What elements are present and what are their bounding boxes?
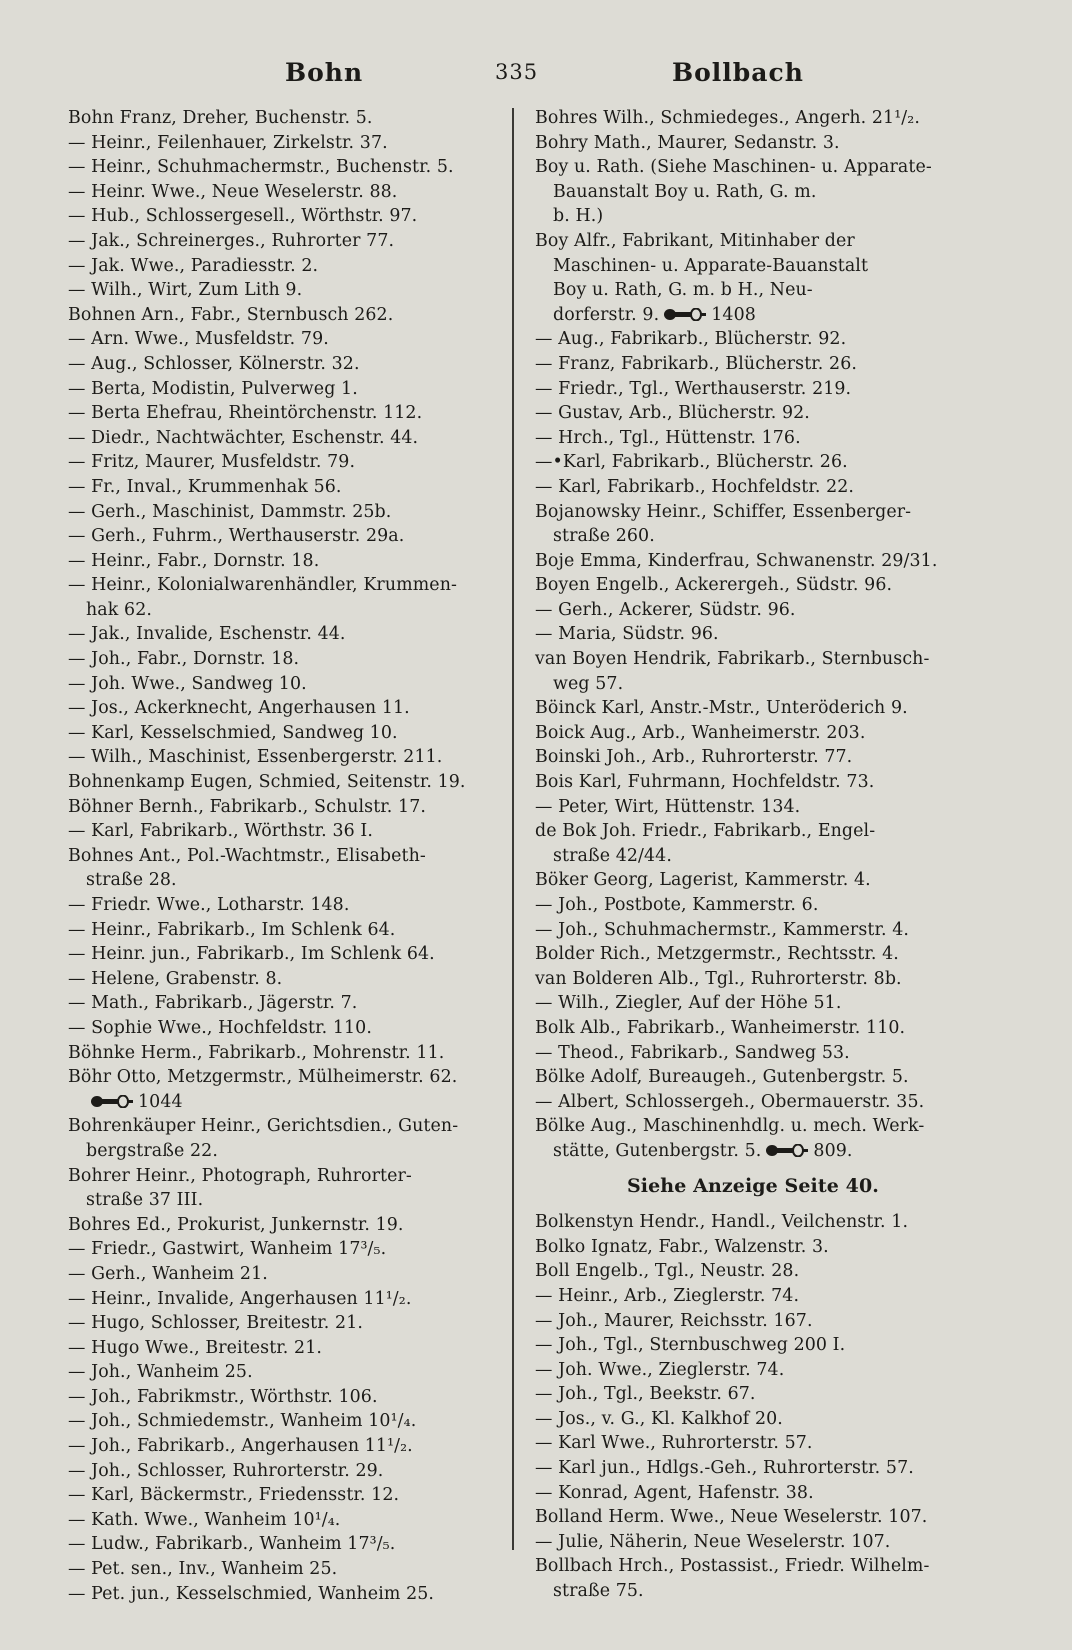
directory-entry [535, 500, 971, 549]
directory-entry [535, 967, 971, 992]
entry-line: — Karl, Kesselschmied, Sandweg 10. [68, 722, 398, 743]
entry-line: — Joh., Tgl., Sternbuschweg 200 I. [535, 1335, 846, 1356]
entry-line: Bojanowsky Heinr., Schiffer, Essenberger- [535, 501, 912, 522]
directory-entry [68, 1213, 498, 1238]
entry-line: — Joh., Schuhmachermstr., Kammerstr. 4. [535, 919, 910, 940]
directory-entry [68, 303, 498, 328]
directory-entry [535, 131, 971, 156]
directory-entry [535, 1259, 971, 1284]
entry-line: — Aug., Fabrikarb., Blücherstr. 92. [535, 329, 847, 350]
entry-line: Boje Emma, Kinderfrau, Schwanenstr. 29/31. [535, 550, 938, 571]
entry-line: — Joh., Schmiedemstr., Wanheim 10¹/₄. [68, 1411, 417, 1432]
entry-line: Böinck Karl, Anstr.-Mstr., Unteröderich 9. [535, 698, 908, 719]
directory-entry [68, 573, 498, 622]
entry-line: Bohnenkamp Eugen, Schmied, Seitenstr. 19. [68, 772, 466, 793]
directory-entry [68, 942, 498, 967]
directory-entry [68, 1360, 498, 1385]
directory-entry [68, 1237, 498, 1262]
entry-line: — Jak., Invalide, Eschenstr. 44. [68, 624, 346, 645]
directory-entry [535, 1090, 971, 1115]
entry-line: — Gerh., Fuhrm., Werthauserstr. 29a. [68, 526, 405, 547]
directory-entry [535, 450, 971, 475]
directory-entry [68, 696, 498, 721]
entry-line: — Peter, Wirt, Hüttenstr. 134. [535, 796, 801, 817]
directory-entry [535, 770, 971, 795]
entry-line: — Heinr. jun., Fabrikarb., Im Schlenk 64. [68, 944, 435, 965]
entry-line: Bolland Herm. Wwe., Neue Weselerstr. 107. [535, 1507, 928, 1528]
column-divider [512, 108, 514, 1550]
directory-entry [535, 1016, 971, 1041]
entry-line: stätte, Gutenbergstr. 5. [553, 1140, 762, 1161]
entry-line: Bohrer Heinr., Photograph, Ruhrorter- [68, 1165, 412, 1186]
directory-entry [535, 1235, 971, 1260]
directory-entry [68, 155, 498, 180]
directory-entry [535, 1382, 971, 1407]
directory-entry [535, 622, 971, 647]
directory-entry [68, 278, 498, 303]
directory-entry [535, 647, 971, 696]
directory-entry [535, 1481, 971, 1506]
entry-line: — Joh., Maurer, Reichsstr. 167. [535, 1310, 813, 1331]
directory-entry [68, 1016, 498, 1041]
entry-line: — Albert, Schlossergeh., Obermauerstr. 35. [535, 1091, 925, 1112]
entry-line: — Heinr., Schuhmachermstr., Buchenstr. 5. [68, 157, 454, 178]
directory-entry [535, 819, 971, 868]
left-column [68, 106, 498, 1606]
entry-line: — Pet. jun., Kesselschmied, Wanheim 25. [68, 1583, 435, 1604]
directory-entry [68, 1041, 498, 1066]
entry-line: — Gerh., Ackerer, Südstr. 96. [535, 599, 796, 620]
entry-line: — Wilh., Maschinist, Essenbergerstr. 211. [68, 747, 443, 768]
page-header [0, 58, 1072, 98]
entry-line: Bohres Wilh., Schmiedeges., Angerh. 21¹/₂. [535, 108, 920, 128]
telephone-number: 809. [813, 1140, 853, 1161]
directory-entry [68, 1459, 498, 1484]
entry-line: Boy Alfr., Fabrikant, Mitinhaber der [535, 230, 855, 251]
entry-line: — Heinr., Fabrikarb., Im Schlenk 64. [68, 919, 396, 940]
directory-entry [68, 622, 498, 647]
entry-line: — Helene, Grabenstr. 8. [68, 968, 283, 989]
entry-line: Bolk Alb., Fabrikarb., Wanheimerstr. 110. [535, 1017, 906, 1038]
entry-line: bergstraße 22. [86, 1140, 218, 1161]
entry-line: Bois Karl, Fuhrmann, Hochfeldstr. 73. [535, 772, 875, 793]
entry-line: Bolder Rich., Metzgermstr., Rechtsstr. 4. [535, 944, 899, 965]
directory-entry [68, 672, 498, 697]
entry-line: straße 75. [553, 1581, 644, 1602]
directory-entry [68, 745, 498, 770]
directory-entry [535, 352, 971, 377]
directory-entry [68, 1434, 498, 1459]
entry-line: — Jak., Schreinerges., Ruhrorter 77. [68, 230, 395, 251]
directory-entry [535, 598, 971, 623]
entry-line: dorferstr. 9. [553, 304, 660, 325]
directory-entry [68, 475, 498, 500]
entry-line: — Math., Fabrikarb., Jägerstr. 7. [68, 993, 358, 1014]
entry-line: — Karl, Fabrikarb., Hochfeldstr. 22. [535, 476, 855, 497]
directory-entry [68, 401, 498, 426]
directory-entry [535, 1505, 971, 1530]
telephone-number: 1408 [711, 304, 756, 325]
directory-entry [535, 106, 971, 131]
entry-line: straße 260. [553, 526, 655, 547]
entry-line: — Franz, Fabrikarb., Blücherstr. 26. [535, 353, 857, 374]
directory-entry [68, 1557, 498, 1582]
directory-entry [535, 1456, 971, 1481]
entry-line: — Joh., Postbote, Kammerstr. 6. [535, 895, 819, 915]
directory-entry [535, 475, 971, 500]
entry-line: Bolko Ignatz, Fabr., Walzenstr. 3. [535, 1236, 829, 1257]
page-number: 335 [495, 60, 539, 84]
telephone-icon [765, 1144, 809, 1157]
directory-entry [68, 721, 498, 746]
entry-line: Boinski Joh., Arb., Ruhrorterstr. 77. [535, 747, 853, 768]
entry-line: — Joh. Wwe., Zieglerstr. 74. [535, 1359, 785, 1380]
directory-entry [68, 549, 498, 574]
entry-line: Böhner Bernh., Fabrikarb., Schulstr. 17. [68, 796, 426, 817]
telephone-icon [90, 1095, 134, 1108]
entry-line: Bauanstalt Boy u. Rath, G. m. [553, 181, 817, 202]
entry-line: Bohry Math., Maurer, Sedanstr. 3. [535, 132, 840, 153]
entry-line: straße 37 III. [86, 1190, 204, 1211]
directory-entry [68, 254, 498, 279]
entry-line: — Hugo Wwe., Breitestr. 21. [68, 1337, 323, 1358]
entry-line: — Hub., Schlossergesell., Wörthstr. 97. [68, 206, 418, 227]
entry-line: — Friedr. Wwe., Lotharstr. 148. [68, 895, 350, 915]
entry-line: — Joh., Tgl., Beekstr. 67. [535, 1384, 756, 1405]
directory-entry [68, 770, 498, 795]
entry-line: Boy u. Rath, G. m. b H., Neu- [553, 280, 813, 301]
directory-entry [68, 918, 498, 943]
entry-line: Bollbach Hrch., Postassist., Friedr. Wilhelm- [535, 1556, 930, 1577]
entry-line: — Heinr., Arb., Zieglerstr. 74. [535, 1285, 800, 1306]
entry-line: Bohrenkäuper Heinr., Gerichtsdien., Guten- [68, 1116, 459, 1137]
directory-entry [535, 1284, 971, 1309]
entry-line: straße 28. [86, 870, 177, 891]
directory-entry [68, 352, 498, 377]
entry-line: — Kath. Wwe., Wanheim 10¹/₄. [68, 1509, 341, 1530]
directory-entry [535, 1431, 971, 1456]
directory-entry [535, 426, 971, 451]
entry-line: — Maria, Südstr. 96. [535, 624, 719, 645]
directory-entry [535, 1407, 971, 1432]
entry-line: — Joh. Wwe., Sandweg 10. [68, 673, 307, 694]
directory-entry [535, 155, 971, 229]
entry-line: — Joh., Schlosser, Ruhrorterstr. 29. [68, 1460, 384, 1481]
directory-entry [68, 204, 498, 229]
entry-line: Bolkenstyn Hendr., Handl., Veilchenstr. 1. [535, 1212, 909, 1233]
entry-line: hak 62. [86, 599, 152, 620]
entry-line: — Julie, Näherin, Neue Weselerstr. 107. [535, 1531, 891, 1552]
entry-line: Boick Aug., Arb., Wanheimerstr. 203. [535, 722, 866, 743]
entry-line: — Aug., Schlosser, Kölnerstr. 32. [68, 353, 360, 374]
entry-line: — Karl, Fabrikarb., Wörthstr. 36 I. [68, 821, 373, 842]
entry-line: —•Karl, Fabrikarb., Blücherstr. 26. [535, 452, 848, 473]
directory-entry [68, 1483, 498, 1508]
entry-line: b. H.) [553, 206, 604, 227]
entry-line: — Hrch., Tgl., Hüttenstr. 176. [535, 427, 801, 448]
directory-entry [535, 1333, 971, 1358]
directory-entry [535, 1041, 971, 1066]
entry-line: Boy u. Rath. (Siehe Maschinen- u. Apparate- [535, 157, 932, 178]
directory-entry [535, 1309, 971, 1334]
directory-entry [535, 942, 971, 967]
entry-line: — Wilh., Wirt, Zum Lith 9. [68, 280, 303, 301]
directory-entry [535, 1358, 971, 1383]
entry-line: weg 57. [553, 673, 624, 694]
entry-line: — Karl jun., Hdlgs.-Geh., Ruhrorterstr. 57. [535, 1458, 914, 1479]
entry-line: — Theod., Fabrikarb., Sandweg 53. [535, 1042, 850, 1063]
directory-entry [535, 721, 971, 746]
telephone-icon [663, 308, 707, 321]
entry-line: — Berta Ehefrau, Rheintörchenstr. 112. [68, 403, 423, 424]
directory-entry [68, 795, 498, 820]
entry-line: — Fritz, Maurer, Musfeldstr. 79. [68, 452, 356, 473]
entry-line: — Friedr., Tgl., Werthauserstr. 219. [535, 378, 852, 399]
entry-line: — Joh., Wanheim 25. [68, 1362, 253, 1383]
entry-line: — Gerh., Wanheim 21. [68, 1263, 268, 1284]
directory-entry [68, 819, 498, 844]
directory-entry [68, 180, 498, 205]
directory-entry [68, 450, 498, 475]
directory-entry [68, 893, 498, 918]
entry-line: — Heinr., Kolonialwarenhändler, Krummen- [68, 575, 457, 596]
entry-line: — Joh., Fabrikmstr., Wörthstr. 106. [68, 1386, 378, 1407]
entry-line: — Berta, Modistin, Pulverweg 1. [68, 378, 358, 399]
directory-entry [68, 1508, 498, 1533]
directory-entry [535, 549, 971, 574]
directory-entry [68, 524, 498, 549]
entry-line: — Sophie Wwe., Hochfeldstr. 110. [68, 1017, 372, 1038]
right-column [535, 106, 971, 1604]
directory-entry [535, 991, 971, 1016]
entry-line: — Karl, Bäckermstr., Friedensstr. 12. [68, 1485, 400, 1506]
telephone-number: 1044 [138, 1091, 183, 1112]
directory-entry [68, 991, 498, 1016]
entry-line: de Bok Joh. Friedr., Fabrikarb., Engel- [535, 821, 876, 842]
directory-entry [68, 106, 498, 131]
entry-line: Böhr Otto, Metzgermstr., Mülheimerstr. 62. [68, 1067, 458, 1088]
entry-line: Maschinen- u. Apparate-Bauanstalt [553, 255, 869, 276]
advertisement-reference: Siehe Anzeige Seite 40. [626, 1174, 880, 1197]
directory-entry [68, 377, 498, 402]
directory-entry [68, 131, 498, 156]
directory-entry [68, 1582, 498, 1607]
directory-entry [68, 647, 498, 672]
entry-line: — Heinr., Feilenhauer, Zirkelstr. 37. [68, 132, 388, 153]
entry-line: Boll Engelb., Tgl., Neustr. 28. [535, 1261, 800, 1282]
entry-line: straße 42/44. [553, 845, 672, 866]
directory-entry [535, 893, 971, 918]
directory-entry [68, 1287, 498, 1312]
entry-line: — Diedr., Nachtwächter, Eschenstr. 44. [68, 427, 419, 448]
directory-entry [535, 745, 971, 770]
entry-line: Böker Georg, Lagerist, Kammerstr. 4. [535, 870, 871, 891]
entry-line: — Karl Wwe., Ruhrorterstr. 57. [535, 1433, 813, 1454]
directory-entry [535, 918, 971, 943]
entry-line: Boyen Engelb., Ackerergeh., Südstr. 96. [535, 575, 893, 596]
header-right-keyword: Bollbach [672, 58, 804, 87]
directory-entry [68, 1409, 498, 1434]
entry-line: — Hugo, Schlosser, Breitestr. 21. [68, 1313, 363, 1334]
directory-entry [68, 500, 498, 525]
directory-entry [68, 1385, 498, 1410]
directory-entry [535, 696, 971, 721]
entry-line: — Konrad, Agent, Hafenstr. 38. [535, 1482, 814, 1503]
entry-line: Böhnke Herm., Fabrikarb., Mohrenstr. 11. [68, 1042, 445, 1063]
directory-entry [68, 844, 498, 893]
entry-line: — Friedr., Gastwirt, Wanheim 17³/₅. [68, 1239, 387, 1260]
directory-entry [68, 1336, 498, 1361]
directory-entry [68, 327, 498, 352]
directory-entry [68, 1311, 498, 1336]
entry-line: — Ludw., Fabrikarb., Wanheim 17³/₅. [68, 1534, 396, 1555]
directory-entry [68, 1262, 498, 1287]
directory-entry [68, 229, 498, 254]
entry-line: — Pet. sen., Inv., Wanheim 25. [68, 1559, 338, 1580]
entry-line: — Jos., Ackerknecht, Angerhausen 11. [68, 698, 410, 719]
entry-line: — Arn. Wwe., Musfeldstr. 79. [68, 329, 329, 350]
directory-entry [535, 377, 971, 402]
entry-line: Bohnen Arn., Fabr., Sternbusch 262. [68, 304, 394, 325]
directory-entry [68, 1065, 498, 1114]
directory-entry [535, 229, 971, 327]
entry-line: van Boyen Hendrik, Fabrikarb., Sternbusch- [535, 649, 930, 670]
entry-line: — Jak. Wwe., Paradiesstr. 2. [68, 255, 319, 276]
entry-line: Bölke Adolf, Bureaugeh., Gutenbergstr. 5. [535, 1067, 909, 1088]
directory-entry [535, 573, 971, 598]
entry-line: — Gerh., Maschinist, Dammstr. 25b. [68, 501, 392, 522]
entry-line: — Heinr., Invalide, Angerhausen 11¹/₂. [68, 1288, 412, 1309]
directory-entry [535, 1554, 971, 1603]
directory-entry [68, 967, 498, 992]
directory-entry [535, 795, 971, 820]
directory-entry [535, 401, 971, 426]
directory-entry [68, 1532, 498, 1557]
header-left-keyword: Bohn [285, 58, 364, 87]
directory-entry [68, 426, 498, 451]
entry-line: — Jos., v. G., Kl. Kalkhof 20. [535, 1408, 783, 1429]
directory-entry [535, 868, 971, 893]
directory-entry [68, 1164, 498, 1213]
directory-entry [535, 1530, 971, 1555]
entry-line: — Heinr. Wwe., Neue Weselerstr. 88. [68, 181, 398, 202]
directory-entry [68, 1114, 498, 1163]
directory-entry [535, 1210, 971, 1235]
entry-line: Bohnes Ant., Pol.-Wachtmstr., Elisabeth- [68, 845, 426, 866]
directory-entry [535, 1065, 971, 1090]
entry-line: — Joh., Fabrikarb., Angerhausen 11¹/₂. [68, 1436, 413, 1457]
directory-entry [535, 1114, 971, 1163]
entry-line: — Joh., Fabr., Dornstr. 18. [68, 649, 300, 670]
directory-entry [535, 327, 971, 352]
entry-line: Bohres Ed., Prokurist, Junkernstr. 19. [68, 1214, 404, 1235]
entry-line: — Fr., Inval., Krummenhak 56. [68, 476, 342, 497]
entry-line: — Wilh., Ziegler, Auf der Höhe 51. [535, 993, 842, 1014]
entry-line: van Bolderen Alb., Tgl., Ruhrorterstr. 8b. [535, 968, 902, 989]
entry-line: — Heinr., Fabr., Dornstr. 18. [68, 550, 320, 571]
entry-line: Bölke Aug., Maschinenhdlg. u. mech. Werk- [535, 1116, 925, 1137]
entry-line: — Gustav, Arb., Blücherstr. 92. [535, 403, 810, 424]
entry-line: Bohn Franz, Dreher, Buchenstr. 5. [68, 108, 373, 128]
